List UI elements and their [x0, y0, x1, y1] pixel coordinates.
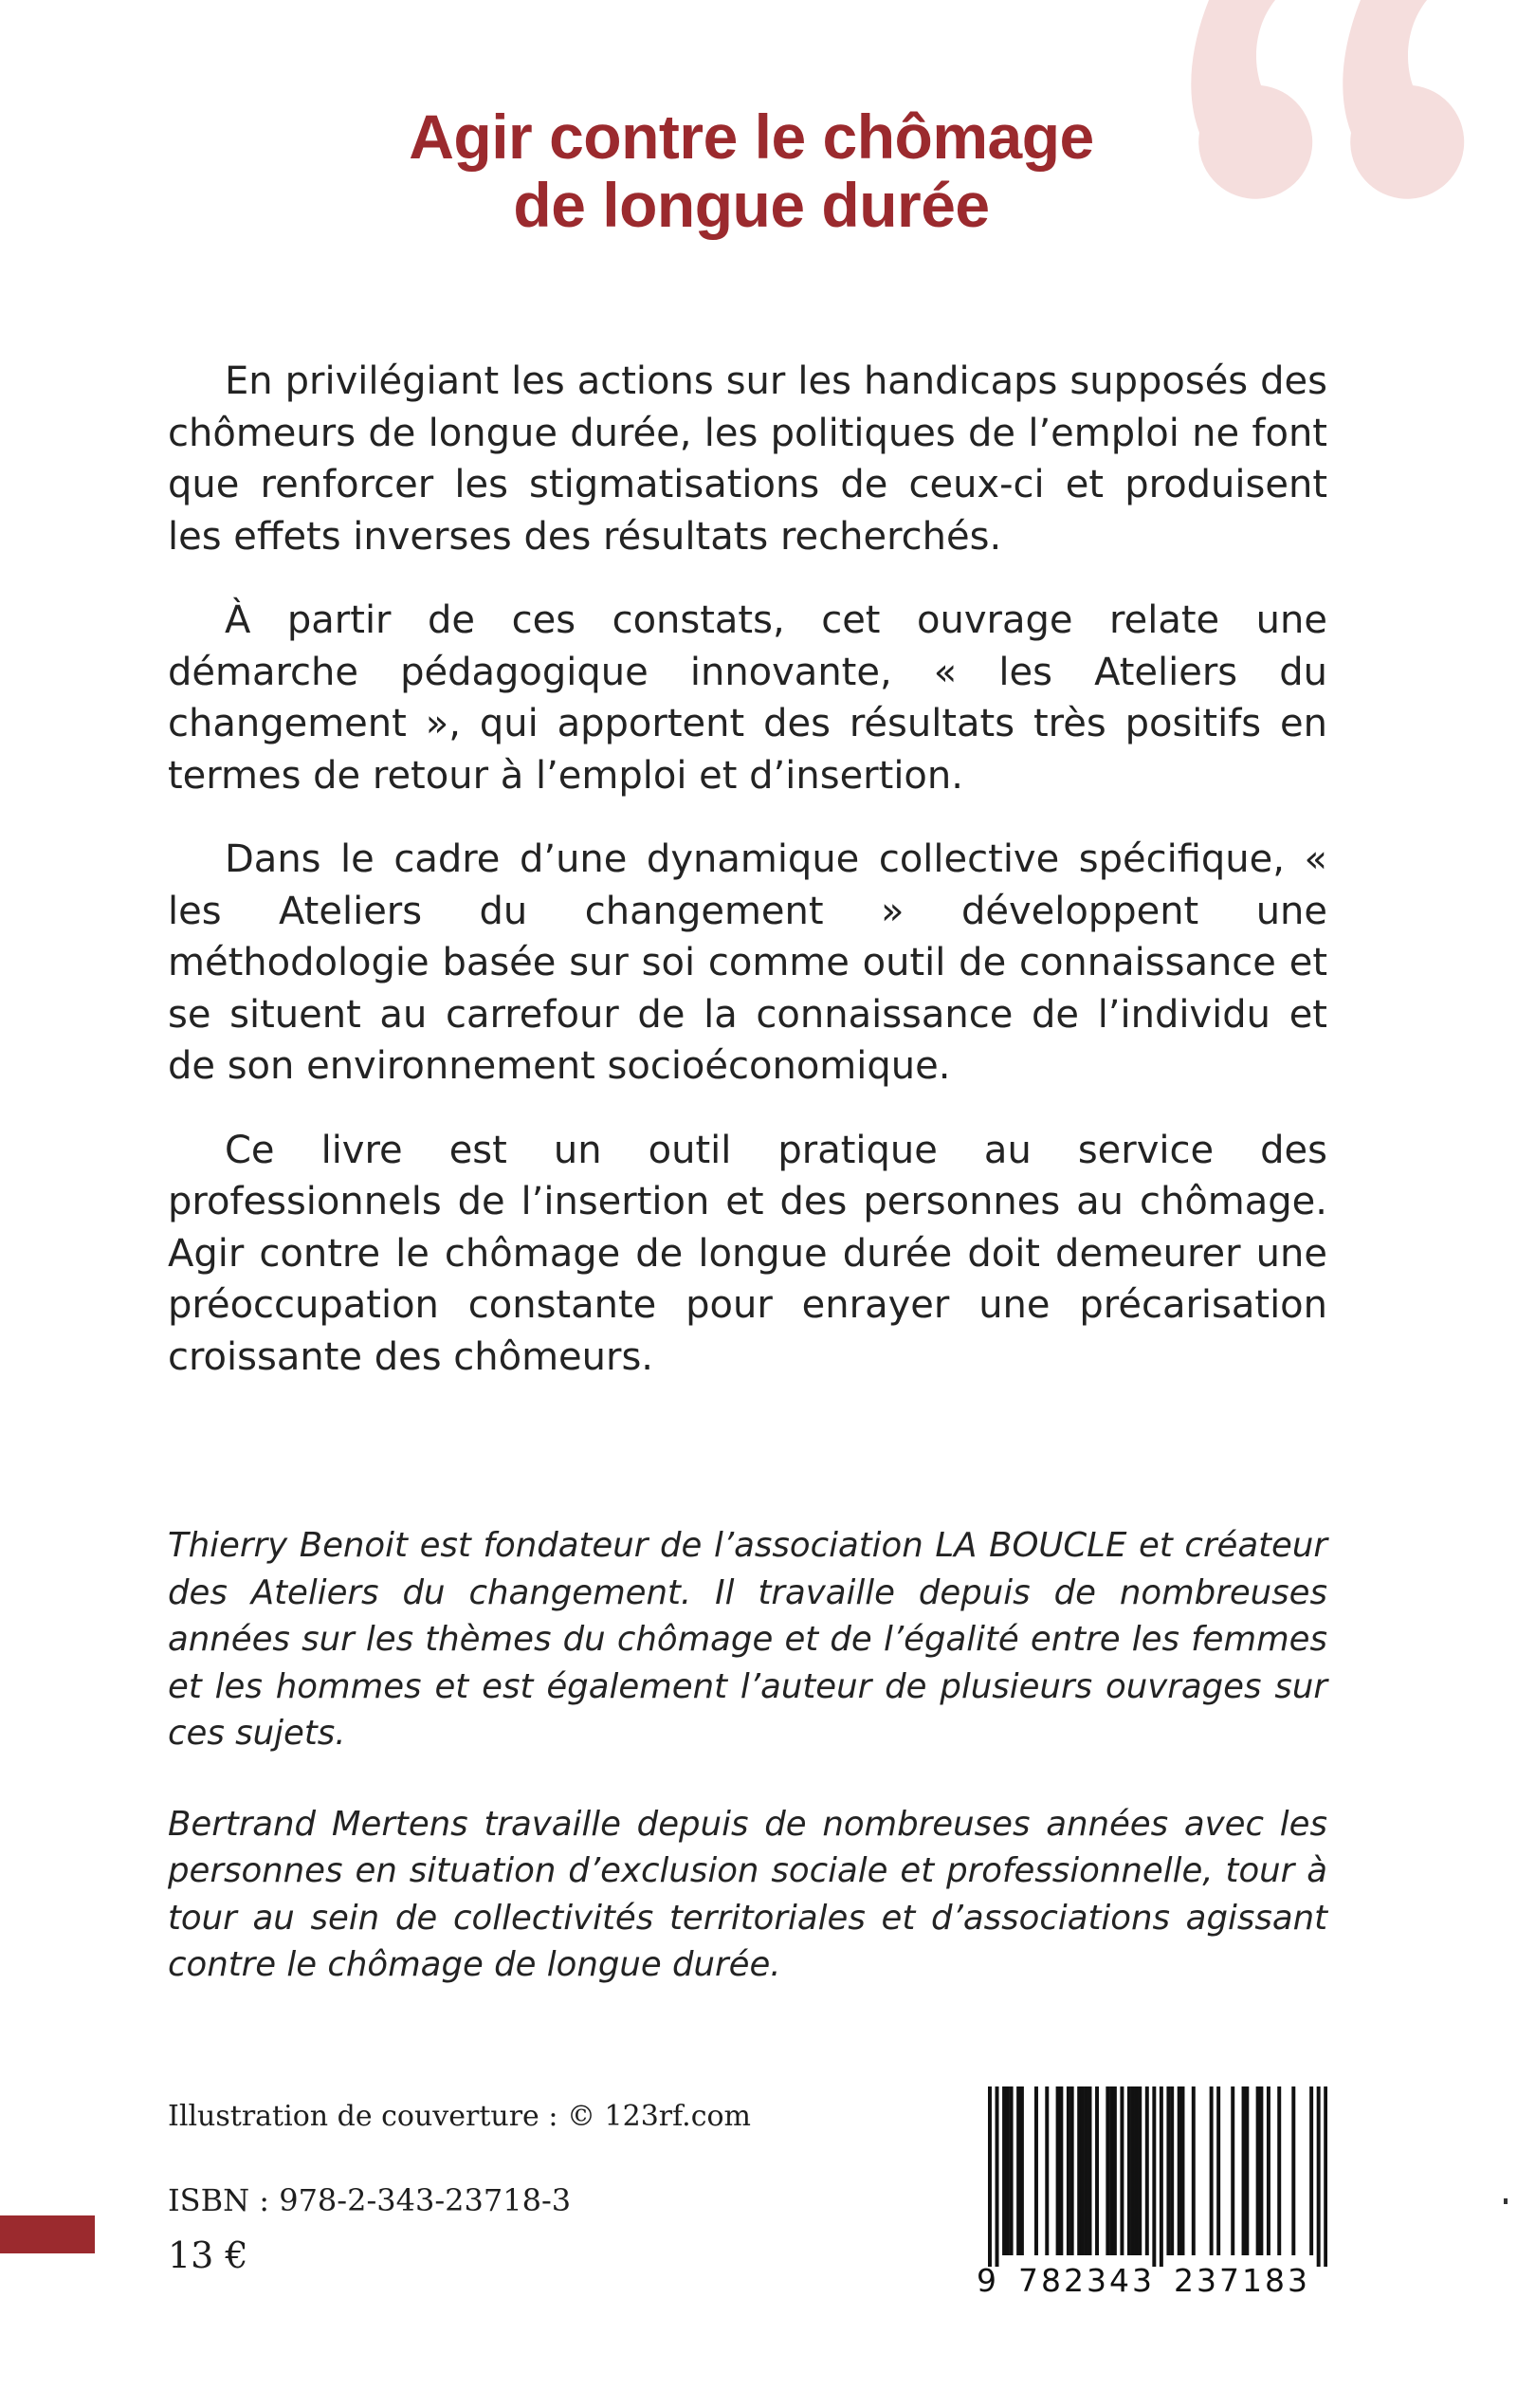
barcode-bar	[1152, 2086, 1156, 2267]
barcode-bar	[1106, 2086, 1109, 2255]
barcode-bar	[1245, 2086, 1249, 2255]
barcode-bar	[1088, 2086, 1092, 2255]
barcode-bar	[1210, 2086, 1214, 2255]
barcode-bar	[1135, 2086, 1139, 2255]
barcode-bar	[1131, 2086, 1135, 2255]
barcode-bar	[1127, 2086, 1131, 2255]
summary-paragraph: À partir de ces constats, cet ouvrage relate une démarche pédagogique innovante, « les Ateliers du changement », qui apportent des résultats très positifs en termes de retour à l’emploi et d’insertion.	[168, 598, 1327, 798]
barcode-bar	[1081, 2086, 1085, 2255]
barcode-bar	[1166, 2086, 1170, 2255]
barcode-bar	[996, 2086, 999, 2267]
barcode	[978, 2083, 1337, 2297]
book-summary	[168, 356, 1327, 1415]
barcode-bar	[1242, 2086, 1246, 2255]
barcode-bar	[1045, 2086, 1049, 2255]
barcode-bar	[1231, 2086, 1234, 2255]
isbn: ISBN : 978-2-343-23718-3	[168, 2182, 572, 2218]
barcode-bar	[1056, 2086, 1060, 2255]
barcode-digits-right: 237183	[1174, 2262, 1310, 2299]
barcode-bar	[1277, 2086, 1281, 2255]
price: 13 €	[168, 2234, 248, 2276]
barcode-bar	[1180, 2086, 1184, 2255]
barcode-bar	[1317, 2086, 1321, 2267]
barcode-bar	[1291, 2086, 1295, 2255]
barcode-bar	[1034, 2086, 1038, 2255]
barcode-bar	[1160, 2086, 1163, 2267]
book-title	[0, 102, 1503, 239]
barcode-bar	[1095, 2086, 1099, 2255]
barcode-bar	[1120, 2086, 1124, 2255]
barcode-bar	[1002, 2086, 1006, 2255]
publication-credits	[168, 2098, 832, 2276]
barcode-bar	[1085, 2086, 1088, 2255]
barcode-bar	[1109, 2086, 1113, 2255]
barcode-number	[977, 2262, 1337, 2299]
summary-paragraph: Ce livre est un outil pratique au service des professionnels de l’insertion et des personnes au chômage. Agir contre le chômage de longue durée doit demeurer une préoccupation constante pour enrayer une précarisation croissante des chômeurs.	[168, 1128, 1327, 1379]
barcode-bar	[1216, 2086, 1220, 2255]
barcode-bar	[1067, 2086, 1070, 2255]
barcode-bars	[988, 2086, 1327, 2267]
barcode-bar	[1145, 2086, 1149, 2255]
barcode-bar	[1070, 2086, 1074, 2255]
title-line-2: de longue durée	[513, 170, 990, 240]
barcode-bar	[1020, 2086, 1024, 2255]
accent-bar	[0, 2215, 95, 2253]
barcode-bar	[1138, 2086, 1142, 2255]
barcode-digit-lead: 9	[977, 2262, 996, 2299]
barcode-bar	[1006, 2086, 1010, 2255]
crop-mark	[1504, 2198, 1508, 2204]
barcode-bar	[1256, 2086, 1260, 2255]
barcode-bar	[1309, 2086, 1313, 2255]
summary-paragraph: Dans le cadre d’une dynamique collective spécifique, « les Ateliers du changement » développent une méthodologie basée sur soi comme outil de connaissance et se situent au carrefour de la connaissance de l’individu et de son environnement socioéconomique.	[168, 837, 1327, 1088]
barcode-bar	[1192, 2086, 1196, 2255]
barcode-bar	[1077, 2086, 1081, 2255]
author-bio: Bertrand Mertens travaille depuis de nombreuses années avec les personnes en situation d’exclusion sociale et professionnelle, tour à tour au sein de collectivités territoriales et d’associations agissant contre le chômage de longue durée.	[168, 1804, 1327, 1984]
barcode-bar	[1170, 2086, 1174, 2255]
barcode-bar	[1113, 2086, 1117, 2255]
title-line-1: Agir contre le chômage	[409, 101, 1094, 172]
barcode-digits-left: 782343	[1018, 2262, 1155, 2299]
author-bios	[168, 1522, 1327, 2032]
barcode-bar	[988, 2086, 992, 2267]
barcode-bar	[1010, 2086, 1014, 2255]
illustration-credit: Illustration de couverture : © 123rf.com	[168, 2100, 751, 2133]
barcode-bar	[1324, 2086, 1327, 2267]
summary-paragraph: En privilégiant les actions sur les handicaps supposés des chômeurs de longue durée, les politiques de l’emploi ne font que renforcer les stigmatisations de ceux-ci et produisent les effets inverses des résultats recherchés.	[168, 359, 1327, 559]
barcode-bar	[1259, 2086, 1263, 2255]
barcode-bar	[1178, 2086, 1181, 2255]
barcode-bar	[1059, 2086, 1063, 2255]
author-bio: Thierry Benoit est fondateur de l’association LA BOUCLE et créateur des Ateliers du changement. Il travaille depuis de nombreuses années sur les thèmes du chômage et de l’égalité entre les femmes et les hommes et est également l’auteur de plusieurs ouvrages sur ces sujets.	[168, 1526, 1327, 1753]
barcode-bar	[1016, 2086, 1020, 2255]
barcode-bar	[1267, 2086, 1270, 2255]
